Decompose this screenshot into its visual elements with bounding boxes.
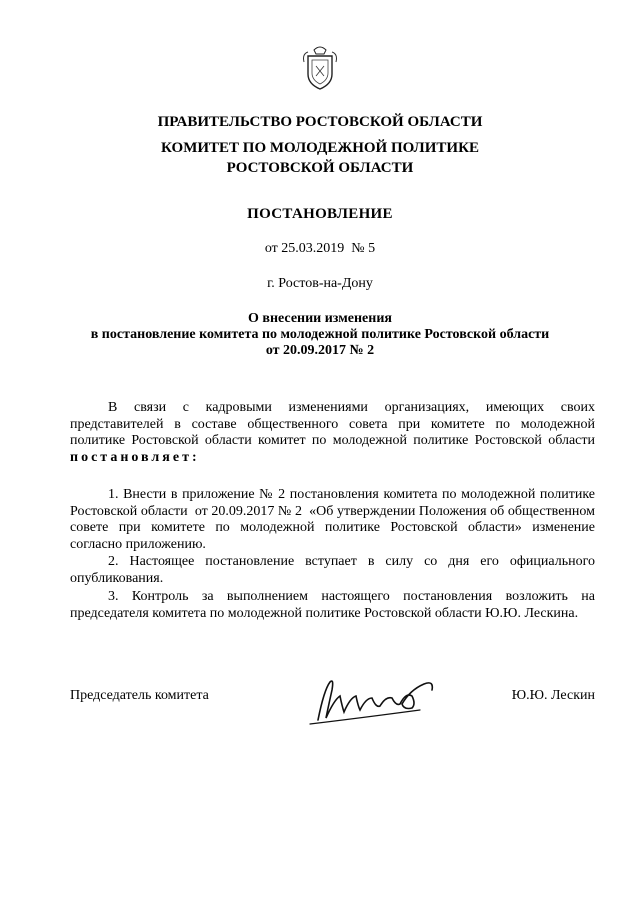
document-type: ПОСТАНОВЛЕНИЕ xyxy=(247,206,393,222)
item-1: 1. Внести в приложение № 2 постановления комитета по молодежной политике Ростовской области от 20.09.2017 № 2 «Об утверждении Положения об общественном совете при комитете по молодежной политике Ростовской области» изменение согласно приложению. xyxy=(70,487,599,552)
preamble-text: В связи с кадровыми изменениями организациях, имеющих своих представителей в составе общественного совета при комитете по молодежной политике Ростовской области комитет по молодежной политике Ростовской области xyxy=(70,400,595,449)
handwritten-signature xyxy=(300,660,445,735)
subject-line-3: от 20.09.2017 № 2 xyxy=(265,343,375,358)
item-3: 3. Контроль за выполнением настоящего постановления возложить на председателя комитета по молодежной политике Ростовской области Ю.Ю. Лескина. xyxy=(70,589,595,621)
item-2: 2. Настоящее постановление вступает в силу со дня его официального опубликования. xyxy=(70,554,595,586)
preamble-paragraph xyxy=(70,400,595,466)
document-subject xyxy=(40,311,600,359)
header-line-committee: КОМИТЕТ ПО МОЛОДЕЖНОЙ ПОЛИТИКЕ xyxy=(161,140,479,156)
authority-header xyxy=(40,112,600,178)
subject-line-1: О внесении изменения xyxy=(248,311,392,326)
subject-line-2: в постановление комитета по молодежной политике Ростовской области xyxy=(90,327,550,342)
coat-of-arms-icon xyxy=(300,42,340,92)
date-number: от 25.03.2019 № 5 xyxy=(264,241,376,256)
header-line-government: ПРАВИТЕЛЬСТВО РОСТОВСКОЙ ОБЛАСТИ xyxy=(157,114,483,130)
header-line-region: РОСТОВСКОЙ ОБЛАСТИ xyxy=(226,160,414,176)
city: г. Ростов-на-Дону xyxy=(267,276,373,291)
decides-word: постановляет: xyxy=(70,449,200,465)
signatory-name: Ю.Ю. Лескин xyxy=(511,688,595,703)
signatory-position: Председатель комитета xyxy=(70,688,209,703)
